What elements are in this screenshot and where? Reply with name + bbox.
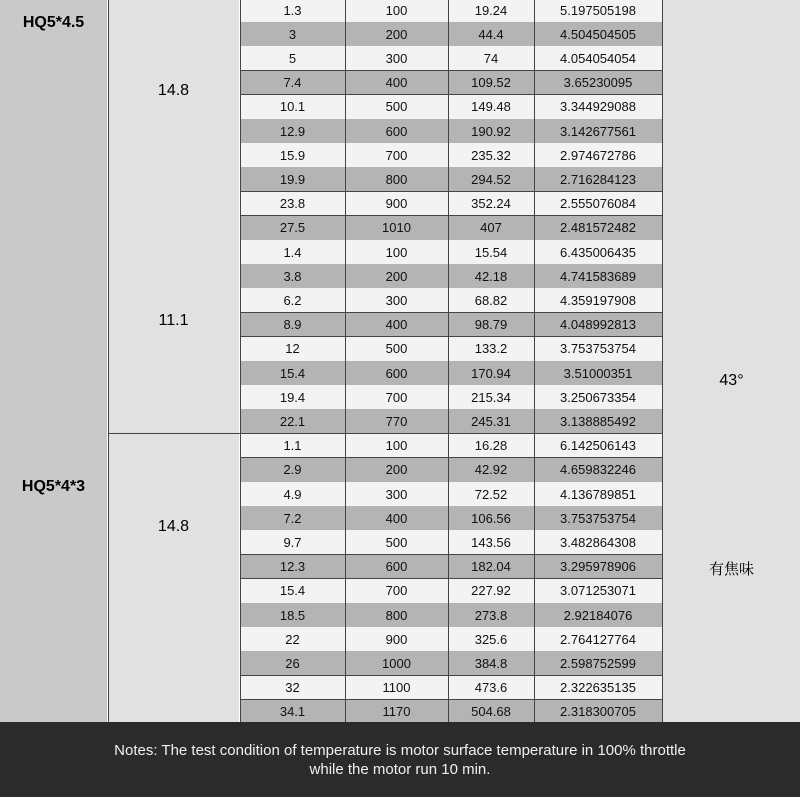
efficiency-cell: 3.071253071 [534,579,662,603]
efficiency-cell: 2.974672786 [534,143,662,167]
current-cell: 1.1 [240,434,345,458]
thrust-cell: 500 [345,95,448,119]
power-cell: 143.56 [448,530,534,554]
thrust-cell: 900 [345,627,448,651]
current-cell: 8.9 [240,313,345,337]
power-cell: 407 [448,216,534,240]
prop-model-label: HQ5*4*3 [21,478,86,495]
efficiency-cell: 3.51000351 [534,361,662,385]
power-cell: 273.8 [448,603,534,627]
current-cell: 15.4 [240,361,345,385]
thrust-cell: 500 [345,337,448,361]
thrust-cell: 100 [345,434,448,458]
thrust-cell: 200 [345,264,448,288]
power-cell: 190.92 [448,119,534,143]
prop-model-label: HQ5*4.5 [22,14,85,31]
column-divider [345,0,346,722]
prop-model-cell [0,0,108,240]
thrust-cell: 1100 [345,676,448,700]
current-cell: 34.1 [240,700,345,722]
thrust-cell: 600 [345,361,448,385]
thrust-cell: 200 [345,22,448,46]
power-cell: 74 [448,46,534,70]
thrust-cell: 700 [345,385,448,409]
power-cell: 245.31 [448,409,534,433]
efficiency-cell: 3.65230095 [534,71,662,95]
efficiency-cell: 3.482864308 [534,530,662,554]
efficiency-cell: 3.295978906 [534,555,662,579]
thrust-cell: 900 [345,192,448,216]
thrust-cell: 1010 [345,216,448,240]
current-cell: 12.9 [240,119,345,143]
efficiency-cell: 4.359197908 [534,288,662,312]
efficiency-cell: 2.764127764 [534,627,662,651]
current-cell: 4.9 [240,482,345,506]
current-cell: 3.8 [240,264,345,288]
power-cell: 473.6 [448,676,534,700]
current-cell: 2.9 [240,458,345,482]
notes-line-2: while the motor run 10 min. [309,760,491,778]
thrust-cell: 300 [345,288,448,312]
efficiency-cell: 4.054054054 [534,46,662,70]
thrust-cell: 770 [345,409,448,433]
current-cell: 32 [240,676,345,700]
efficiency-cell: 4.659832246 [534,458,662,482]
power-cell: 325.6 [448,627,534,651]
efficiency-cell: 2.322635135 [534,676,662,700]
current-cell: 5 [240,46,345,70]
thrust-cell: 1000 [345,651,448,675]
efficiency-cell: 4.136789851 [534,482,662,506]
current-cell: 18.5 [240,603,345,627]
efficiency-cell: 3.138885492 [534,409,662,433]
current-cell: 1.3 [240,0,345,22]
power-cell: 149.48 [448,95,534,119]
efficiency-cell: 3.344929088 [534,95,662,119]
column-divider [662,0,663,722]
power-cell: 15.54 [448,240,534,264]
power-cell: 44.4 [448,22,534,46]
current-cell: 7.2 [240,506,345,530]
column-divider [108,0,109,722]
burning-smell-note: 有焦味 [708,561,754,578]
voltage-label: 14.8 [157,82,190,99]
current-cell: 7.4 [240,71,345,95]
efficiency-cell: 2.716284123 [534,167,662,191]
current-cell: 15.4 [240,579,345,603]
current-cell: 19.9 [240,167,345,191]
efficiency-cell: 2.555076084 [534,192,662,216]
power-cell: 98.79 [448,313,534,337]
power-cell: 170.94 [448,361,534,385]
thrust-cell: 500 [345,530,448,554]
thrust-cell: 100 [345,0,448,22]
thrust-cell: 100 [345,240,448,264]
thrust-cell: 400 [345,71,448,95]
current-cell: 10.1 [240,95,345,119]
current-cell: 26 [240,651,345,675]
voltage-cell [108,0,240,240]
notes-footer [0,722,800,797]
thrust-cell: 600 [345,119,448,143]
current-cell: 3 [240,22,345,46]
power-cell: 384.8 [448,651,534,675]
voltage-label: 11.1 [158,312,189,329]
efficiency-cell: 3.753753754 [534,506,662,530]
current-cell: 1.4 [240,240,345,264]
power-cell: 294.52 [448,167,534,191]
power-cell: 352.24 [448,192,534,216]
column-divider [534,0,535,722]
efficiency-cell: 3.250673354 [534,385,662,409]
power-cell: 227.92 [448,579,534,603]
efficiency-cell: 2.92184076 [534,603,662,627]
efficiency-cell: 3.753753754 [534,337,662,361]
efficiency-cell: 5.197505198 [534,0,662,22]
notes-line-1: Notes: The test condition of temperature is motor surface temperature in 100% throttle [114,741,686,759]
current-cell: 19.4 [240,385,345,409]
thrust-cell: 1170 [345,700,448,722]
current-cell: 9.7 [240,530,345,554]
efficiency-cell: 4.741583689 [534,264,662,288]
thrust-cell: 700 [345,579,448,603]
efficiency-cell: 4.048992813 [534,313,662,337]
temperature-cell [662,0,800,240]
power-cell: 42.92 [448,458,534,482]
power-cell: 16.28 [448,434,534,458]
column-divider [240,0,241,722]
power-cell: 68.82 [448,288,534,312]
current-cell: 6.2 [240,288,345,312]
current-cell: 23.8 [240,192,345,216]
power-cell: 182.04 [448,555,534,579]
column-divider [448,0,449,722]
voltage-cell [108,240,240,434]
power-cell: 72.52 [448,482,534,506]
efficiency-cell: 4.504504505 [534,22,662,46]
efficiency-cell: 2.481572482 [534,216,662,240]
power-cell: 109.52 [448,71,534,95]
power-cell: 235.32 [448,143,534,167]
current-cell: 15.9 [240,143,345,167]
prop-model-cell [0,240,108,722]
thrust-cell: 400 [345,506,448,530]
power-cell: 504.68 [448,700,534,722]
thrust-cell: 800 [345,167,448,191]
current-cell: 12.3 [240,555,345,579]
power-cell: 42.18 [448,264,534,288]
current-cell: 22.1 [240,409,345,433]
power-cell: 215.34 [448,385,534,409]
thrust-cell: 400 [345,313,448,337]
current-cell: 27.5 [240,216,345,240]
temperature-value: 43° [719,372,744,389]
thrust-cell: 300 [345,46,448,70]
thrust-cell: 300 [345,482,448,506]
thrust-cell: 800 [345,603,448,627]
efficiency-cell: 6.142506143 [534,434,662,458]
temperature-cell [662,240,800,722]
thrust-cell: 700 [345,143,448,167]
thrust-cell: 600 [345,555,448,579]
voltage-cell [108,434,240,722]
power-cell: 19.24 [448,0,534,22]
thrust-cell: 200 [345,458,448,482]
power-cell: 106.56 [448,506,534,530]
efficiency-cell: 2.318300705 [534,700,662,722]
current-cell: 12 [240,337,345,361]
power-cell: 133.2 [448,337,534,361]
efficiency-cell: 3.142677561 [534,119,662,143]
voltage-label: 14.8 [157,517,190,535]
current-cell: 22 [240,627,345,651]
efficiency-cell: 2.598752599 [534,651,662,675]
efficiency-cell: 6.435006435 [534,240,662,264]
